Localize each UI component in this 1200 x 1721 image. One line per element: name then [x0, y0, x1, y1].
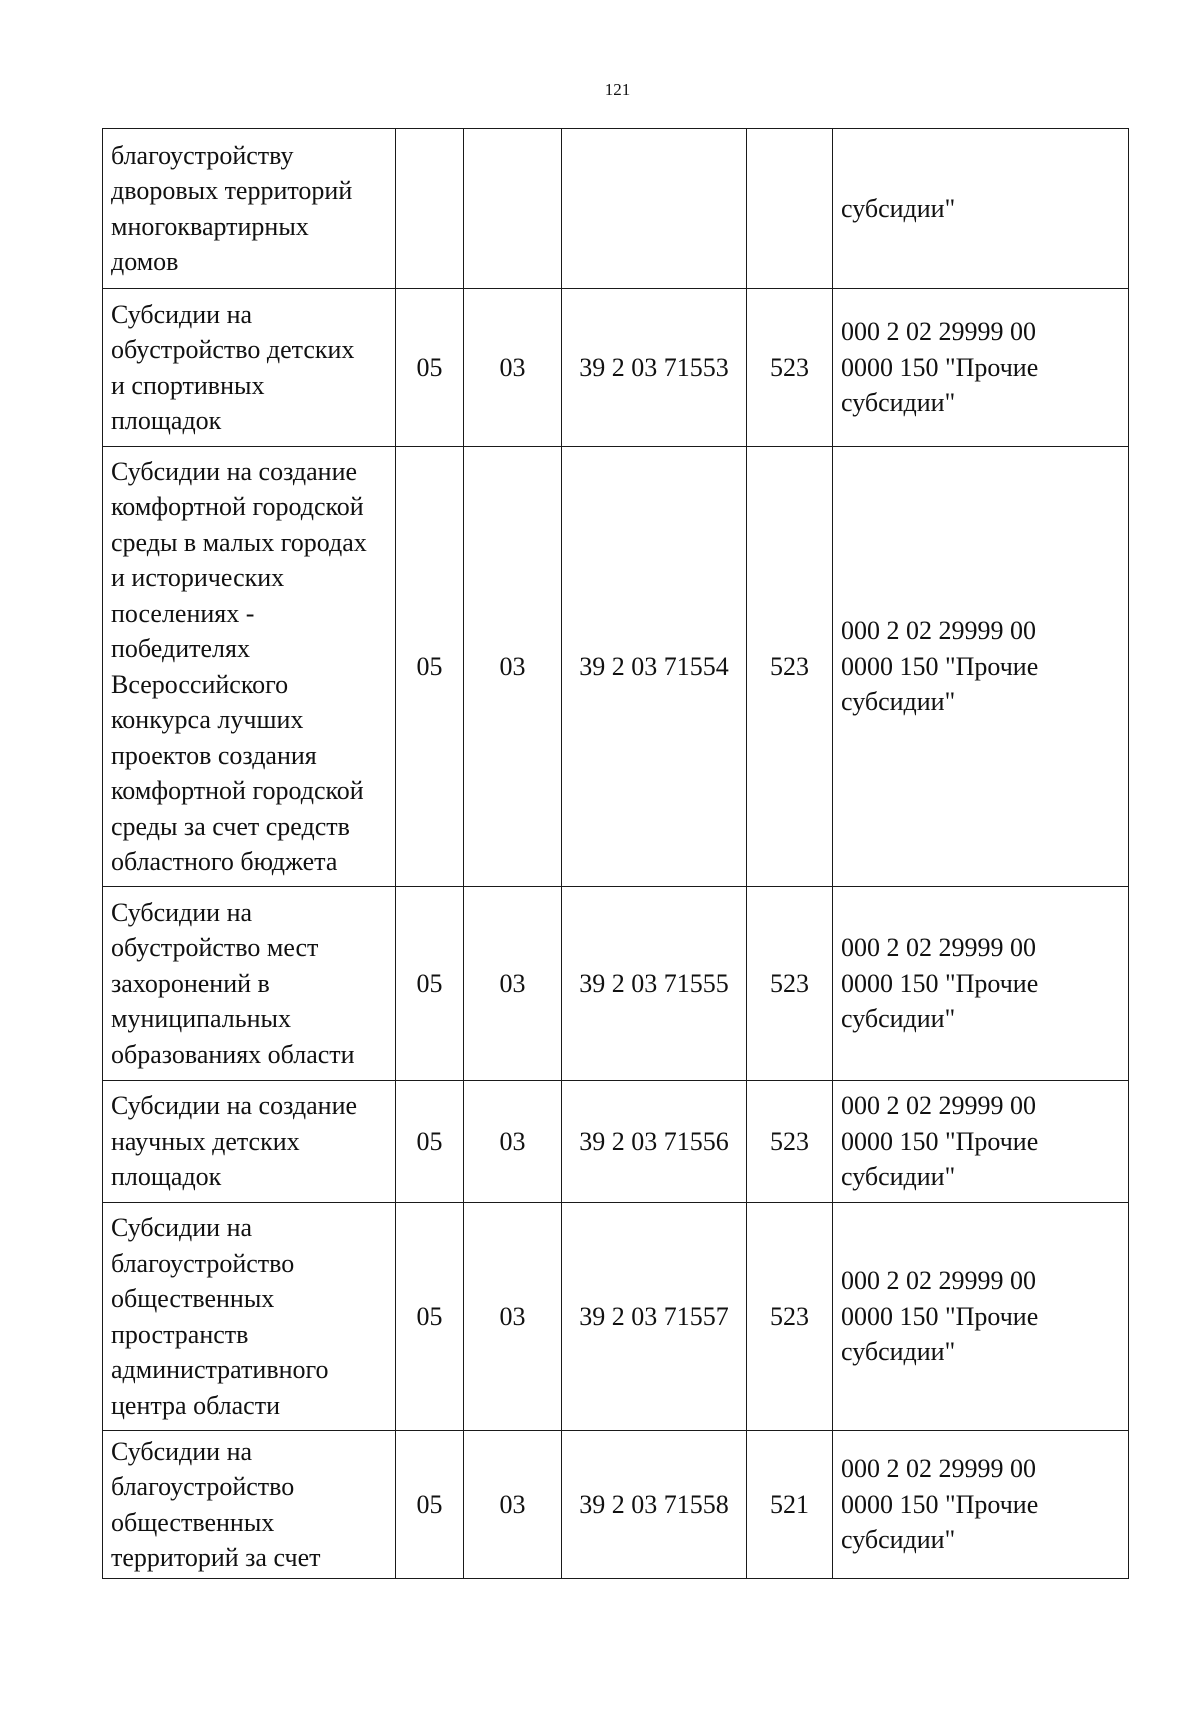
- cell-text: 05: [416, 352, 443, 382]
- cell-text-line: 000 2 02 29999 00: [841, 317, 1036, 347]
- cell-text-line: субсидии": [841, 1162, 956, 1192]
- cell-text-line: 0000 150 "Прочие: [841, 352, 1039, 382]
- cell-razdel: [396, 1203, 464, 1431]
- cell-text: 05: [416, 651, 443, 681]
- cell-revenue-code: [833, 289, 1129, 447]
- table-body: [103, 129, 1129, 1579]
- cell-text-line: домов: [111, 247, 179, 276]
- cell-podrazdel: [464, 1081, 562, 1203]
- budget-table: [102, 128, 1129, 1579]
- cell-name: [103, 887, 396, 1081]
- cell-revenue-code: [833, 887, 1129, 1081]
- table-row: [103, 1203, 1129, 1431]
- cell-text: 521: [770, 1489, 809, 1519]
- cell-text-line: 0000 150 "Прочие: [841, 968, 1039, 998]
- cell-revenue-code: [833, 1431, 1129, 1579]
- cell-vr: [747, 289, 833, 447]
- cell-text-line: и спортивных: [111, 370, 265, 400]
- cell-text: 39 2 03 71554: [579, 651, 729, 681]
- cell-text-line: 0000 150 "Прочие: [841, 1126, 1039, 1156]
- cell-text-line: многоквартирных: [111, 211, 309, 241]
- cell-text-line: площадок: [111, 1162, 222, 1192]
- cell-csr: [562, 1431, 747, 1579]
- cell-text-line: захоронений в: [111, 968, 270, 998]
- cell-text-line: субсидии": [841, 1004, 956, 1034]
- cell-text-line: среды за счет средств: [111, 811, 350, 841]
- cell-text-line: 000 2 02 29999 00: [841, 1266, 1036, 1296]
- table-row: [103, 887, 1129, 1081]
- cell-text-line: научных детских: [111, 1126, 300, 1156]
- cell-razdel: [396, 289, 464, 447]
- cell-csr: [562, 129, 747, 289]
- cell-podrazdel: [464, 289, 562, 447]
- cell-podrazdel: [464, 887, 562, 1081]
- cell-text-line: комфортной городской: [111, 776, 364, 805]
- cell-text: 39 2 03 71555: [579, 968, 729, 998]
- cell-text-line: пространств: [111, 1319, 249, 1349]
- cell-text: 03: [499, 352, 526, 382]
- cell-text-line: образованиях области: [111, 1039, 355, 1069]
- cell-csr: [562, 1081, 747, 1203]
- cell-text-line: проектов создания: [111, 740, 317, 770]
- cell-text-line: 000 2 02 29999 00: [841, 1454, 1036, 1484]
- cell-text: 39 2 03 71556: [579, 1126, 729, 1156]
- cell-revenue-code: [833, 447, 1129, 887]
- cell-text-line: дворовых территорий: [111, 176, 353, 205]
- cell-text: 523: [770, 651, 809, 681]
- cell-text-line: 0000 150 "Прочие: [841, 1301, 1039, 1331]
- cell-text-line: благоустройство: [111, 1472, 295, 1501]
- cell-text-line: обустройство мест: [111, 933, 319, 963]
- cell-text-line: субсидии": [841, 687, 956, 717]
- cell-csr: [562, 887, 747, 1081]
- cell-podrazdel: [464, 1203, 562, 1431]
- cell-podrazdel: [464, 129, 562, 289]
- table-row: [103, 1431, 1129, 1579]
- cell-text-line: общественных: [111, 1284, 275, 1313]
- cell-text-line: обустройство детских: [111, 335, 355, 364]
- cell-vr: [747, 1081, 833, 1203]
- cell-text-line: Субсидии на: [111, 299, 253, 329]
- cell-text-line: центра области: [111, 1390, 280, 1420]
- cell-text-line: Субсидии на: [111, 897, 253, 927]
- cell-text: 523: [770, 352, 809, 382]
- cell-text-line: 0000 150 "Прочие: [841, 1489, 1039, 1519]
- cell-text-line: административного: [111, 1355, 329, 1384]
- cell-name: [103, 1081, 396, 1203]
- cell-text-line: общественных: [111, 1507, 275, 1537]
- cell-name: [103, 129, 396, 289]
- cell-text-line: среды в малых городах: [111, 527, 367, 557]
- cell-text-line: муниципальных: [111, 1004, 292, 1034]
- cell-text: 03: [499, 1489, 526, 1519]
- cell-text: 03: [499, 968, 526, 998]
- cell-podrazdel: [464, 447, 562, 887]
- cell-text-line: площадок: [111, 406, 222, 435]
- cell-text: 05: [416, 1489, 443, 1519]
- cell-podrazdel: [464, 1431, 562, 1579]
- cell-text: 523: [770, 968, 809, 998]
- cell-text-line: 000 2 02 29999 00: [841, 1091, 1036, 1121]
- cell-text: 39 2 03 71558: [579, 1489, 729, 1519]
- cell-text: 39 2 03 71557: [579, 1301, 729, 1331]
- cell-text-line: 000 2 02 29999 00: [841, 933, 1036, 963]
- cell-razdel: [396, 1431, 464, 1579]
- cell-text-line: субсидии": [841, 388, 956, 418]
- table-row: [103, 447, 1129, 887]
- cell-text: 05: [416, 1126, 443, 1156]
- cell-revenue-code: [833, 1081, 1129, 1203]
- cell-text-line: областного бюджета: [111, 847, 338, 876]
- cell-name: [103, 447, 396, 887]
- cell-csr: [562, 447, 747, 887]
- cell-razdel: [396, 447, 464, 887]
- cell-razdel: [396, 1081, 464, 1203]
- cell-text-line: субсидии": [841, 1525, 956, 1555]
- cell-text-line: благоустройство: [111, 1248, 295, 1278]
- cell-revenue-code: [833, 1203, 1129, 1431]
- cell-name: [103, 1203, 396, 1431]
- cell-name: [103, 289, 396, 447]
- cell-razdel: [396, 887, 464, 1081]
- cell-text: 03: [499, 1301, 526, 1331]
- cell-text-line: Субсидии на создание: [111, 1091, 358, 1121]
- cell-vr: [747, 129, 833, 289]
- cell-revenue-code: [833, 129, 1129, 289]
- cell-text-line: Субсидии на: [111, 1213, 253, 1242]
- cell-text-line: субсидии": [841, 193, 956, 223]
- cell-text-line: субсидии": [841, 1337, 956, 1367]
- cell-text-line: 0000 150 "Прочие: [841, 651, 1039, 681]
- cell-text-line: благоустройству: [111, 140, 294, 170]
- cell-csr: [562, 1203, 747, 1431]
- cell-text: 523: [770, 1301, 809, 1331]
- cell-text-line: и исторических: [111, 563, 285, 592]
- table-row: [103, 129, 1129, 289]
- cell-text: 05: [416, 1301, 443, 1331]
- cell-text-line: победителях: [111, 634, 250, 663]
- cell-text-line: конкурса лучших: [111, 705, 304, 734]
- page-number: 121: [604, 80, 631, 99]
- cell-vr: [747, 1203, 833, 1431]
- cell-text: 05: [416, 968, 443, 998]
- cell-text: 39 2 03 71553: [579, 352, 729, 382]
- cell-text: 523: [770, 1126, 809, 1156]
- cell-text-line: комфортной городской: [111, 492, 364, 521]
- cell-text-line: Субсидии на создание: [111, 456, 358, 486]
- cell-text-line: Субсидии на: [111, 1436, 253, 1466]
- cell-text-line: поселениях -: [111, 598, 255, 628]
- cell-vr: [747, 1431, 833, 1579]
- cell-name: [103, 1431, 396, 1579]
- table-row: [103, 1081, 1129, 1203]
- cell-vr: [747, 447, 833, 887]
- cell-text-line: Всероссийского: [111, 669, 289, 699]
- cell-text: 03: [499, 651, 526, 681]
- table-row: [103, 289, 1129, 447]
- cell-text-line: 000 2 02 29999 00: [841, 616, 1036, 646]
- cell-razdel: [396, 129, 464, 289]
- cell-csr: [562, 289, 747, 447]
- cell-vr: [747, 887, 833, 1081]
- cell-text: 03: [499, 1126, 526, 1156]
- cell-text-line: территорий за счет: [111, 1543, 321, 1572]
